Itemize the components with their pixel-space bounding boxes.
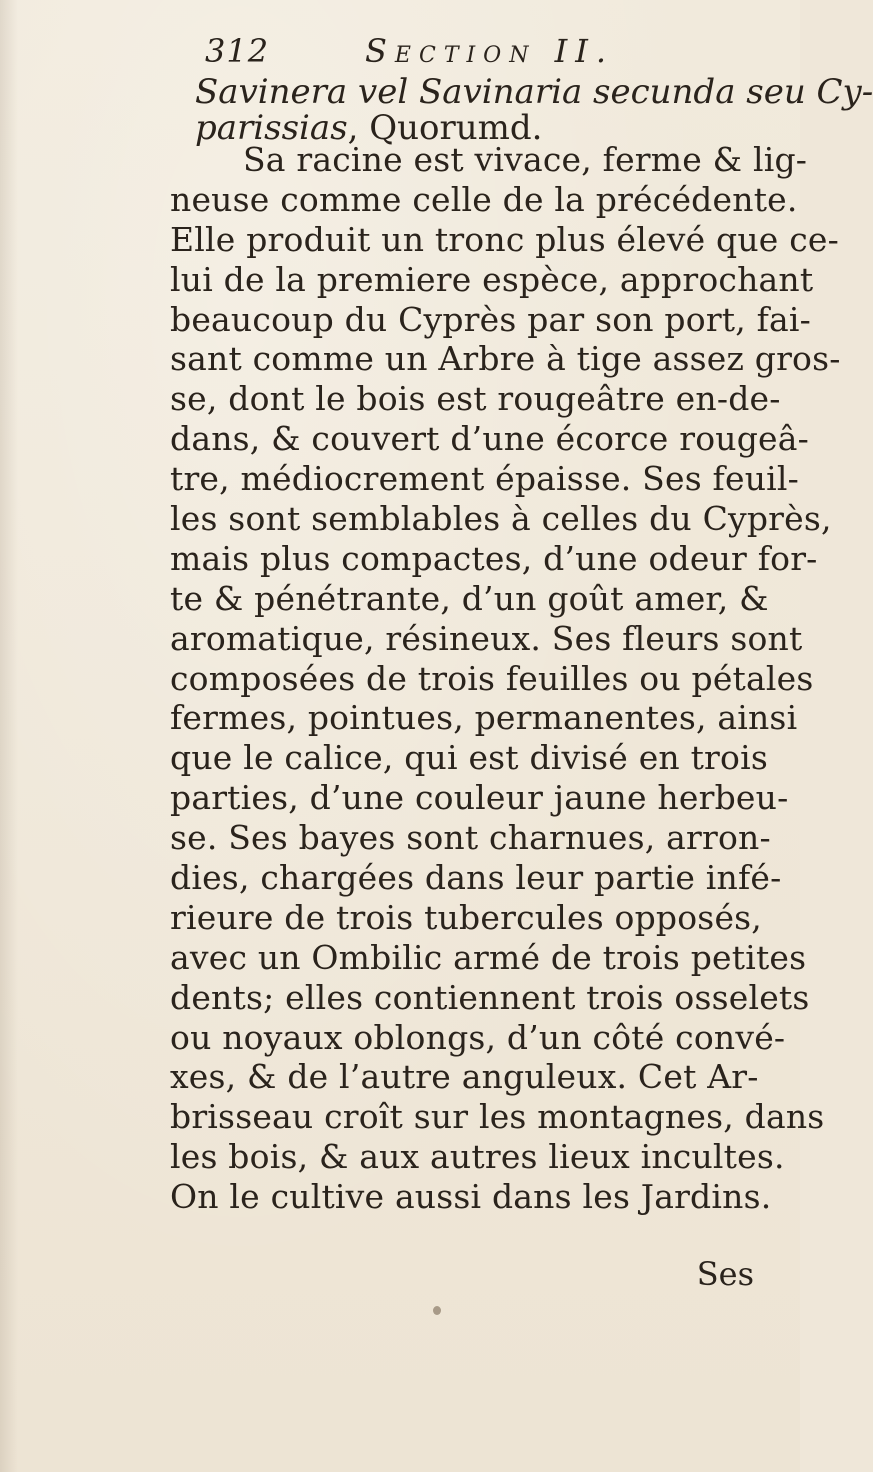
species-name-line-1: Savinera vel Savinaria secunda seu Cy- xyxy=(195,72,873,112)
page-number: 312 xyxy=(205,32,270,70)
body-paragraph xyxy=(170,140,841,1217)
species-name-italic: parissias xyxy=(195,108,348,148)
text-line: lui de la premiere espèce, approchant xyxy=(170,259,814,299)
ink-spot xyxy=(433,1306,441,1315)
text-line: les bois, & aux autres lieux incultes. xyxy=(170,1137,785,1177)
catchword: Ses xyxy=(696,1255,754,1293)
text-line: xes, & de l’autre anguleux. Cet Ar- xyxy=(170,1057,759,1097)
text-line: les sont semblables à celles du Cyprès, xyxy=(170,499,832,539)
text-line: parties, d’une couleur jaune herbeu- xyxy=(170,778,789,818)
text-line: composées de trois feuilles ou pétales xyxy=(170,658,814,698)
text-line: tre, médiocrement épaisse. Ses feuil- xyxy=(170,459,800,499)
running-header xyxy=(205,32,685,72)
text-line: dies, chargées dans leur partie infé- xyxy=(170,858,782,898)
text-line: Elle produit un tronc plus élevé que ce- xyxy=(170,219,839,259)
text-line: que le calice, qui est divisé en trois xyxy=(170,738,768,778)
page-edge-shadow xyxy=(0,0,18,1472)
text-line: se, dont le bois est rougeâtre en-de- xyxy=(170,379,781,419)
text-line: sant comme un Arbre à tige assez gros- xyxy=(170,339,841,379)
text-line: brisseau croît sur les montagnes, dans xyxy=(170,1097,825,1137)
text-line: rieure de trois tubercules opposés, xyxy=(170,897,762,937)
species-author: , Quorumd. xyxy=(347,108,543,148)
text-line: aromatique, résineux. Ses fleurs sont xyxy=(170,618,803,658)
text-line: Sa racine est vivace, ferme & lig- xyxy=(243,140,808,179)
text-line: beaucoup du Cyprès par son port, fai- xyxy=(170,299,812,339)
text-line: dents; elles contiennent trois osselets xyxy=(170,977,810,1017)
section-title: Section II. xyxy=(365,32,615,70)
text-line: te & pénétrante, d’un goût amer, & xyxy=(170,578,769,618)
text-line: neuse comme celle de la précédente. xyxy=(170,179,798,219)
text-line: dans, & couvert d’une écorce rougeâ- xyxy=(170,419,810,459)
text-line: fermes, pointues, permanentes, ainsi xyxy=(170,698,798,738)
text-line: On le cultive aussi dans les Jardins. xyxy=(170,1177,772,1217)
text-line: se. Ses bayes sont charnues, arron- xyxy=(170,818,771,858)
text-line: mais plus compactes, d’une odeur for- xyxy=(170,538,818,578)
text-line: ou noyaux oblongs, d’un côté convé- xyxy=(170,1017,786,1057)
text-line: avec un Ombilic armé de trois petites xyxy=(170,937,807,977)
